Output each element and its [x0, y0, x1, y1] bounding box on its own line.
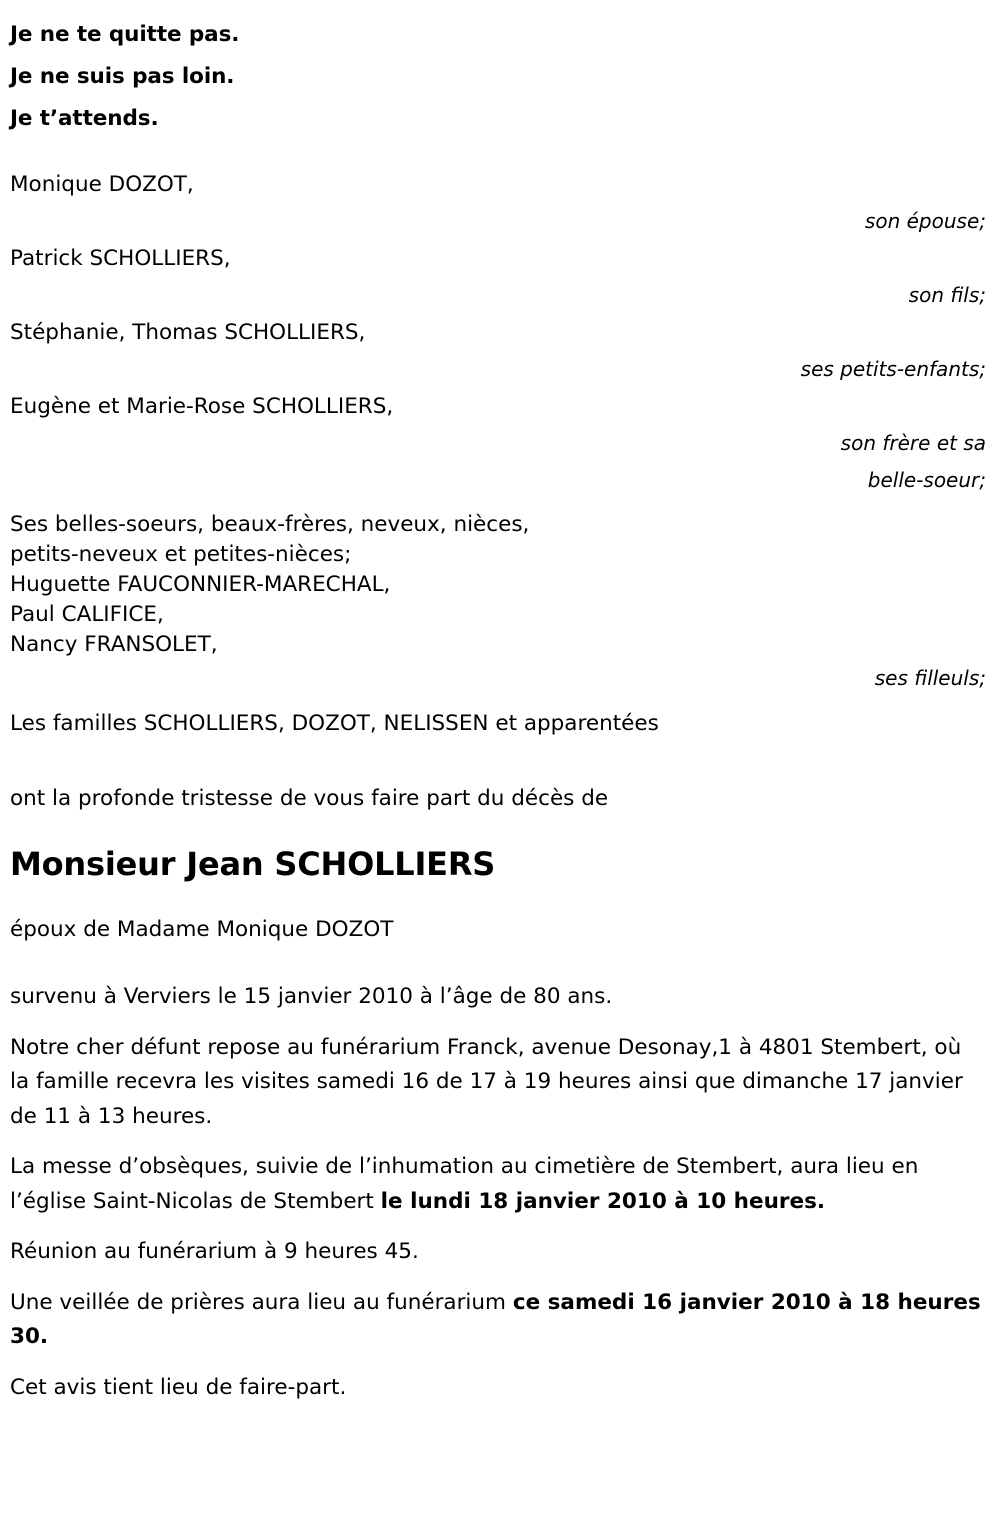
relation-row-son [10, 240, 990, 314]
family-line: Ses belles-soeurs, beaux-frères, neveux, nièces, [10, 512, 530, 537]
family-line: Huguette FAUCONNIER-MARECHAL, [10, 572, 391, 597]
extended-family-block [10, 510, 990, 697]
epigraph-line-2: Je ne suis pas loin. [10, 64, 235, 89]
relation-label: son frère et sa [840, 431, 986, 455]
announcement-line: ont la profonde tristesse de vous faire part du décès de [10, 786, 609, 811]
family-line: Nancy FRANSOLET, [10, 632, 218, 657]
relation-label: son épouse; [864, 209, 986, 233]
deceased-name: Monsieur Jean SCHOLLIERS [10, 845, 496, 883]
relation-label: son fils; [908, 283, 986, 307]
details-block [10, 980, 990, 1405]
vigil-paragraph [10, 1286, 985, 1355]
relation-row-brother [10, 388, 990, 498]
relation-label-continued: belle-soeur; [867, 468, 986, 492]
relation-name: Monique DOZOT, [10, 172, 194, 197]
death-paragraph: survenu à Verviers le 15 janvier 2010 à l’âge de 80 ans. [10, 984, 613, 1009]
vigil-paragraph-text: Une veillée de prières aura lieu au funérarium [10, 1289, 513, 1315]
epigraph-line-3: Je t’attends. [10, 106, 159, 131]
notice-paragraph: Cet avis tient lieu de faire-part. [10, 1374, 347, 1400]
relation-row-godchildren [10, 660, 990, 697]
epigraph-block [10, 14, 990, 140]
relation-row-grandchildren [10, 314, 990, 388]
relation-name: Eugène et Marie-Rose SCHOLLIERS, [10, 394, 394, 419]
relation-label: ses petits-enfants; [800, 357, 986, 381]
reunion-paragraph: Réunion au funérarium à 9 heures 45. [10, 1239, 419, 1264]
relation-name: Patrick SCHOLLIERS, [10, 246, 231, 271]
epigraph-line-1: Je ne te quitte pas. [10, 22, 240, 47]
mass-paragraph [10, 1150, 985, 1219]
relation-name: Stéphanie, Thomas SCHOLLIERS, [10, 320, 366, 345]
family-line: Paul CALIFICE, [10, 602, 164, 627]
deceased-spouse-of: époux de Madame Monique DOZOT [10, 917, 394, 942]
mass-paragraph-text: La messe d’obsèques, suivie de l’inhumation au cimetière de Stembert, aura lieu en l’église Saint-Nicolas de Stembert [10, 1154, 919, 1214]
family-line: petits-neveux et petites-nièces; [10, 542, 352, 567]
families-surnames-line: Les familles SCHOLLIERS, DOZOT, NELISSEN et apparentées [10, 711, 659, 736]
relation-row-spouse [10, 166, 990, 240]
vigil-paragraph-emphasis: ce samedi 16 janvier 2010 à 18 heures 30. [10, 1289, 981, 1349]
relations-block [10, 166, 990, 498]
relation-label: ses filleuls; [874, 666, 986, 690]
funerarium-paragraph: Notre cher défunt repose au funérarium Franck, avenue Desonay,1 à 4801 Stembert, où la famille recevra les visites samedi 16 de 17 à 19 heures ainsi que dimanche 17 janvier de 11 à 13 heures. [10, 1034, 963, 1129]
mass-paragraph-emphasis: le lundi 18 janvier 2010 à 10 heures. [380, 1188, 826, 1214]
